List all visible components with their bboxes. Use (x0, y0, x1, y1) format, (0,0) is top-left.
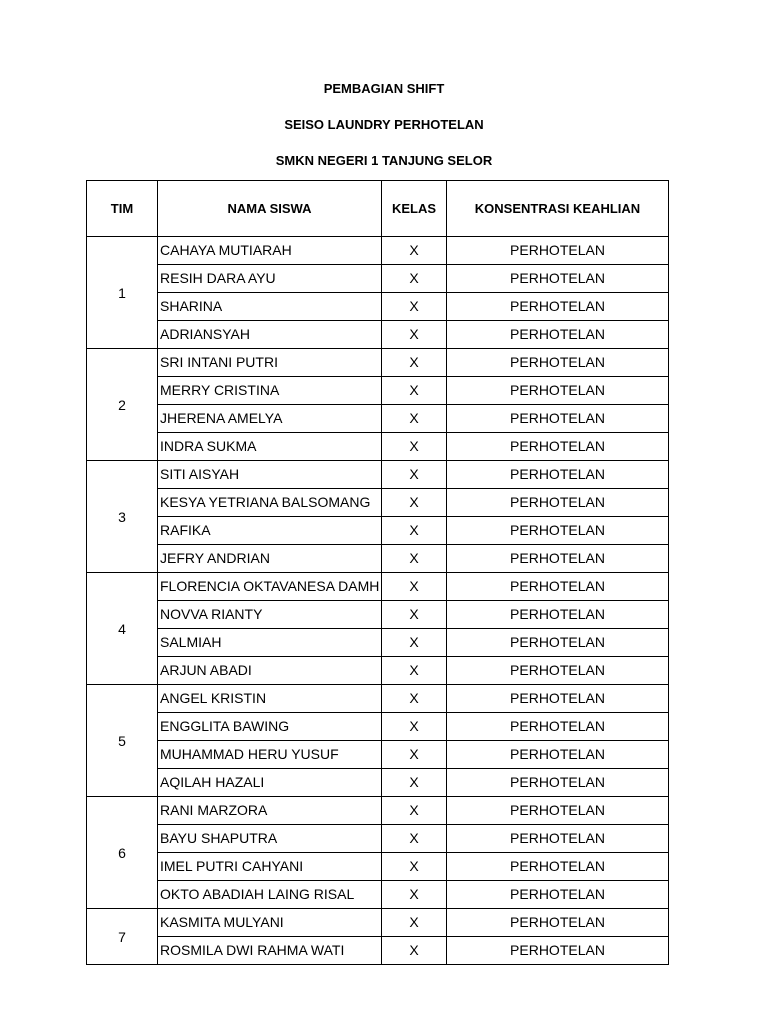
table-row (87, 713, 669, 741)
class-cell: X (382, 825, 447, 853)
class-cell: X (382, 517, 447, 545)
student-name-cell: JHERENA AMELYA (158, 405, 382, 433)
specialization-cell: PERHOTELAN (447, 769, 669, 797)
specialization-cell: PERHOTELAN (447, 797, 669, 825)
class-cell: X (382, 545, 447, 573)
table-row (87, 405, 669, 433)
table-body (87, 237, 669, 965)
class-cell: X (382, 573, 447, 601)
table-row (87, 741, 669, 769)
specialization-cell: PERHOTELAN (447, 573, 669, 601)
table-row (87, 657, 669, 685)
class-cell: X (382, 601, 447, 629)
student-name-cell: ENGGLITA BAWING (158, 713, 382, 741)
student-name-cell: OKTO ABADIAH LAING RISAL (158, 881, 382, 909)
team-number-cell: 7 (87, 909, 158, 965)
specialization-cell: PERHOTELAN (447, 685, 669, 713)
student-name-cell: KESYA YETRIANA BALSOMANG (158, 489, 382, 517)
specialization-cell: PERHOTELAN (447, 909, 669, 937)
table-row (87, 797, 669, 825)
class-cell: X (382, 489, 447, 517)
student-name-cell: RESIH DARA AYU (158, 265, 382, 293)
specialization-cell: PERHOTELAN (447, 825, 669, 853)
table-row (87, 601, 669, 629)
document-title: PEMBAGIAN SHIFT (323, 81, 445, 96)
class-cell: X (382, 629, 447, 657)
class-cell: X (382, 321, 447, 349)
specialization-cell: PERHOTELAN (447, 433, 669, 461)
specialization-cell: PERHOTELAN (447, 937, 669, 965)
class-cell: X (382, 685, 447, 713)
specialization-cell: PERHOTELAN (447, 881, 669, 909)
class-cell: X (382, 237, 447, 265)
class-cell: X (382, 405, 447, 433)
table-row (87, 293, 669, 321)
class-cell: X (382, 881, 447, 909)
specialization-cell: PERHOTELAN (447, 713, 669, 741)
specialization-cell: PERHOTELAN (447, 853, 669, 881)
student-name-cell: ARJUN ABADI (158, 657, 382, 685)
specialization-cell: PERHOTELAN (447, 461, 669, 489)
table-row (87, 853, 669, 881)
student-name-cell: NOVVA RIANTY (158, 601, 382, 629)
shift-table-container (86, 180, 670, 967)
shift-table (86, 180, 669, 965)
student-name-cell: MUHAMMAD HERU YUSUF (158, 741, 382, 769)
team-number-cell: 1 (87, 237, 158, 349)
student-name-cell: RAFIKA (158, 517, 382, 545)
specialization-cell: PERHOTELAN (447, 657, 669, 685)
table-row (87, 881, 669, 909)
document-subtitle: SEISO LAUNDRY PERHOTELAN (284, 117, 484, 132)
specialization-cell: PERHOTELAN (447, 293, 669, 321)
table-header-row (87, 181, 669, 237)
school-name: SMKN NEGERI 1 TANJUNG SELOR (275, 153, 493, 168)
specialization-cell: PERHOTELAN (447, 377, 669, 405)
team-number-cell: 4 (87, 573, 158, 685)
student-name-cell: ADRIANSYAH (158, 321, 382, 349)
table-row (87, 265, 669, 293)
table-row (87, 545, 669, 573)
student-name-cell: IMEL PUTRI CAHYANI (158, 853, 382, 881)
class-cell: X (382, 741, 447, 769)
class-cell: X (382, 769, 447, 797)
class-cell: X (382, 853, 447, 881)
table-row (87, 937, 669, 965)
student-name-cell: MERRY CRISTINA (158, 377, 382, 405)
class-cell: X (382, 377, 447, 405)
table-row (87, 433, 669, 461)
student-name-cell: INDRA SUKMA (158, 433, 382, 461)
student-name-cell: AQILAH HAZALI (158, 769, 382, 797)
table-row (87, 825, 669, 853)
table-row (87, 237, 669, 265)
table-row (87, 461, 669, 489)
team-number-cell: 2 (87, 349, 158, 461)
table-row (87, 349, 669, 377)
student-name-cell: SALMIAH (158, 629, 382, 657)
specialization-cell: PERHOTELAN (447, 741, 669, 769)
specialization-cell: PERHOTELAN (447, 517, 669, 545)
table-row (87, 517, 669, 545)
team-number-cell: 5 (87, 685, 158, 797)
student-name-cell: FLORENCIA OKTAVANESA DAMH (158, 573, 382, 601)
column-header-konsentrasi-keahlian: KONSENTRASI KEAHLIAN (447, 181, 669, 237)
table-row (87, 377, 669, 405)
specialization-cell: PERHOTELAN (447, 405, 669, 433)
student-name-cell: SRI INTANI PUTRI (158, 349, 382, 377)
table-row (87, 489, 669, 517)
class-cell: X (382, 657, 447, 685)
student-name-cell: ANGEL KRISTIN (158, 685, 382, 713)
specialization-cell: PERHOTELAN (447, 601, 669, 629)
student-name-cell: BAYU SHAPUTRA (158, 825, 382, 853)
student-name-cell: RANI MARZORA (158, 797, 382, 825)
specialization-cell: PERHOTELAN (447, 545, 669, 573)
team-number-cell: 6 (87, 797, 158, 909)
table-row (87, 321, 669, 349)
column-header-nama-siswa: NAMA SISWA (158, 181, 382, 237)
specialization-cell: PERHOTELAN (447, 265, 669, 293)
student-name-cell: SHARINA (158, 293, 382, 321)
specialization-cell: PERHOTELAN (447, 321, 669, 349)
class-cell: X (382, 937, 447, 965)
class-cell: X (382, 909, 447, 937)
class-cell: X (382, 797, 447, 825)
specialization-cell: PERHOTELAN (447, 237, 669, 265)
class-cell: X (382, 433, 447, 461)
team-number-cell: 3 (87, 461, 158, 573)
class-cell: X (382, 265, 447, 293)
class-cell: X (382, 349, 447, 377)
student-name-cell: KASMITA MULYANI (158, 909, 382, 937)
class-cell: X (382, 293, 447, 321)
class-cell: X (382, 461, 447, 489)
column-header-kelas: KELAS (382, 181, 447, 237)
student-name-cell: SITI AISYAH (158, 461, 382, 489)
column-header-tim: TIM (87, 181, 158, 237)
specialization-cell: PERHOTELAN (447, 629, 669, 657)
class-cell: X (382, 713, 447, 741)
table-row (87, 573, 669, 601)
table-row (87, 909, 669, 937)
specialization-cell: PERHOTELAN (447, 349, 669, 377)
specialization-cell: PERHOTELAN (447, 489, 669, 517)
table-row (87, 629, 669, 657)
student-name-cell: CAHAYA MUTIARAH (158, 237, 382, 265)
student-name-cell: ROSMILA DWI RAHMA WATI (158, 937, 382, 965)
table-row (87, 769, 669, 797)
student-name-cell: JEFRY ANDRIAN (158, 545, 382, 573)
table-row (87, 685, 669, 713)
